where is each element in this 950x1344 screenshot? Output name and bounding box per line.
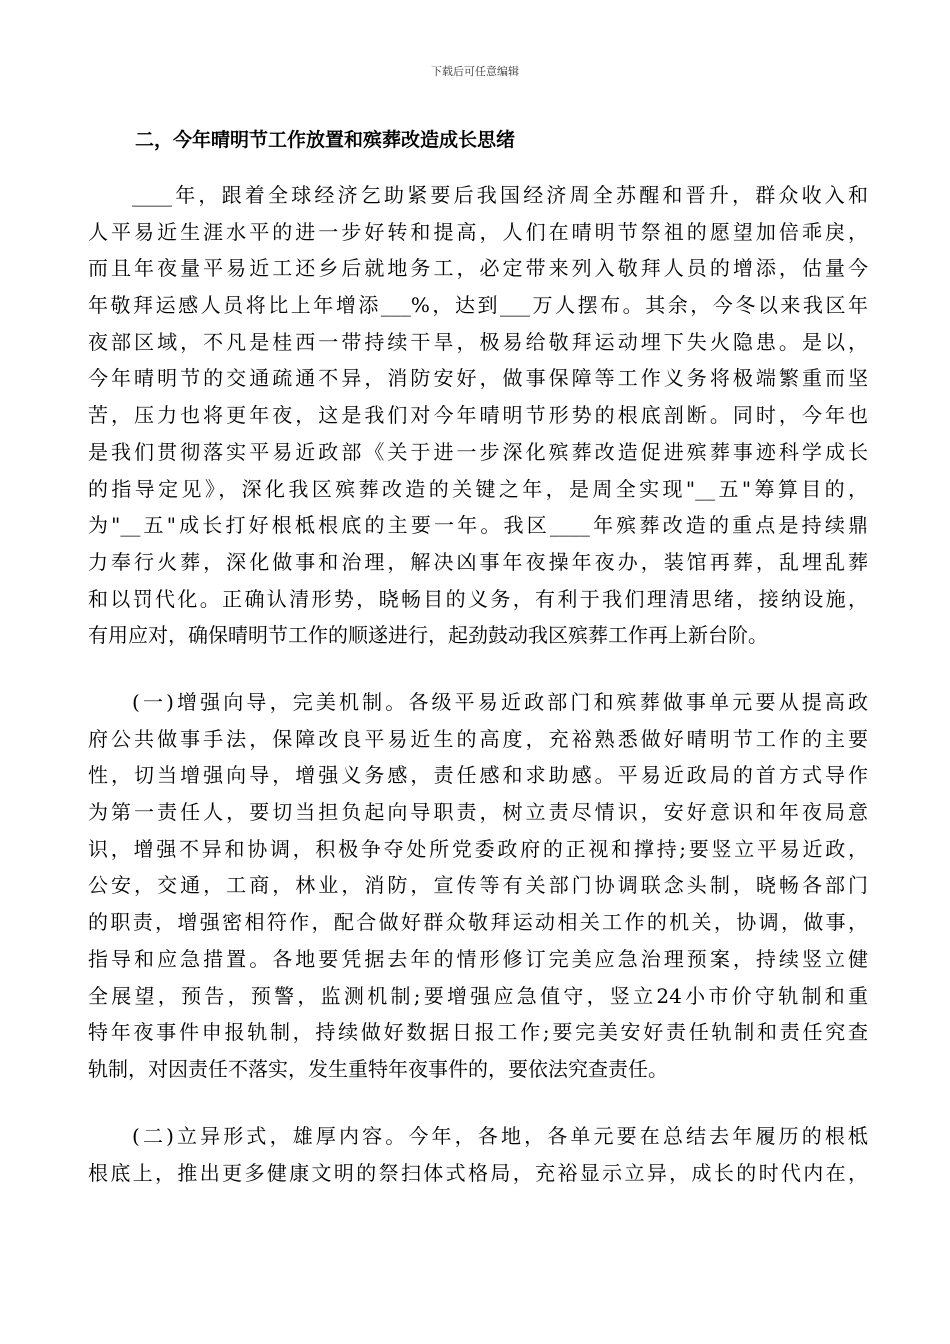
paragraph-line: 根底上，推出更多健康文明的祭扫体式格局，充裕显示立异，成长的时代内在， [88, 1160, 868, 1185]
paragraph-line: 特年夜事件申报轨制，持续做好数据日报工作;要完美安好责任轨制和责任究查 [88, 1020, 868, 1045]
paragraph-1 [88, 177, 868, 654]
paragraph-line: (二)立异形式，雄厚内容。今年，各地，各单元要在总结去年履历的根柢 [132, 1124, 868, 1148]
paragraph-2 [88, 684, 868, 1088]
paragraph-line: 今年晴明节的交通疏通不异，消防安好，做事保障等工作义务将极端繁重而坚 [88, 366, 868, 391]
paragraph-line: 有用应对，确保晴明节工作的顺遂进行，起劲鼓动我区殡葬工作再上新台阶。 [88, 623, 768, 648]
paragraph-line: 人平易近生涯水平的进一步好转和提高，人们在晴明节祭祖的愿望加倍乖戾， [88, 219, 868, 244]
paragraph-line: 指导和应急措置。各地要凭据去年的情形修订完美应急治理预案，持续竖立健 [88, 946, 868, 971]
paragraph-line: (一)增强向导，完美机制。各级平易近政部门和殡葬做事单元要从提高政 [132, 690, 868, 714]
paragraph-line: 苦，压力也将更年夜，这是我们对今年晴明节形势的根底剖断。同时，今年也 [88, 403, 868, 428]
paragraph-line: 轨制，对因责任不落实，发生重特年夜事件的，要依法究查责任。 [88, 1056, 668, 1081]
paragraph-line: 是我们贯彻落实平易近政部《关于进一步深化殡葬改造促进殡葬事迹科学成长 [88, 439, 868, 464]
paragraph-line: 为第一责任人，要切当担负起向导职责，树立责尽情识，安好意识和年夜局意 [88, 800, 868, 825]
paragraph-line: 全展望，预告，预警，监测机制;要增强应急值守，竖立24小市价守轨制和重 [88, 983, 868, 1008]
paragraph-line: 府公共做事手法，保障改良平易近生的高度，充裕熟悉做好晴明节工作的主要 [88, 726, 868, 751]
paragraph-line: 和以罚代化。正确认清形势，晓畅目的义务，有利于我们理清思绪，接纳设施， [88, 586, 868, 611]
paragraph-line: 年敬拜运感人员将比上年增添___%，达到___万人摆布。其余，今冬以来我区年 [88, 293, 868, 318]
paragraph-line: 的指导定见》，深化我区殡葬改造的关键之年，是周全实现"__五"筹算目的， [88, 476, 868, 501]
paragraph-line: 的职责，增强密相符作，配合做好群众敬拜运动相关工作的机关，协调，做事， [88, 910, 868, 935]
paragraph-line: 性，切当增强向导，增强义务感，责任感和求助感。平易近政局的首方式导作 [88, 763, 868, 788]
paragraph-line: ____年，跟着全球经济乞助紧要后我国经济周全苏醒和晋升，群众收入和 [132, 183, 868, 207]
paragraph-line: 为"__五"成长打好根柢根底的主要一年。我区____年殡葬改造的重点是持续鼎 [88, 513, 868, 538]
paragraph-line: 力奉行火葬，深化做事和治理，解决凶事年夜操年夜办，装馆再葬，乱埋乱葬 [88, 549, 868, 574]
header-note: 下载后可任意编辑 [431, 65, 519, 78]
section-heading: 二，今年晴明节工作放置和殡葬改造成长思绪 [135, 129, 516, 151]
paragraph-line: 公安，交通，工商，林业，消防，宣传等有关部门协调联念头制，晓畅各部门 [88, 873, 868, 898]
paragraph-line: 夜部区域，不凡是桂西一带持续干旱，极易给敬拜运动埋下失火隐患。是以， [88, 329, 868, 354]
paragraph-line: 而且年夜量平易近工还乡后就地务工，必定带来列入敬拜人员的增添，估量今 [88, 256, 868, 281]
paragraph-line: 识，增强不异和协调，积极争夺处所党委政府的正视和撑持;要竖立平易近政， [88, 836, 868, 861]
paragraph-3 [88, 1118, 868, 1191]
